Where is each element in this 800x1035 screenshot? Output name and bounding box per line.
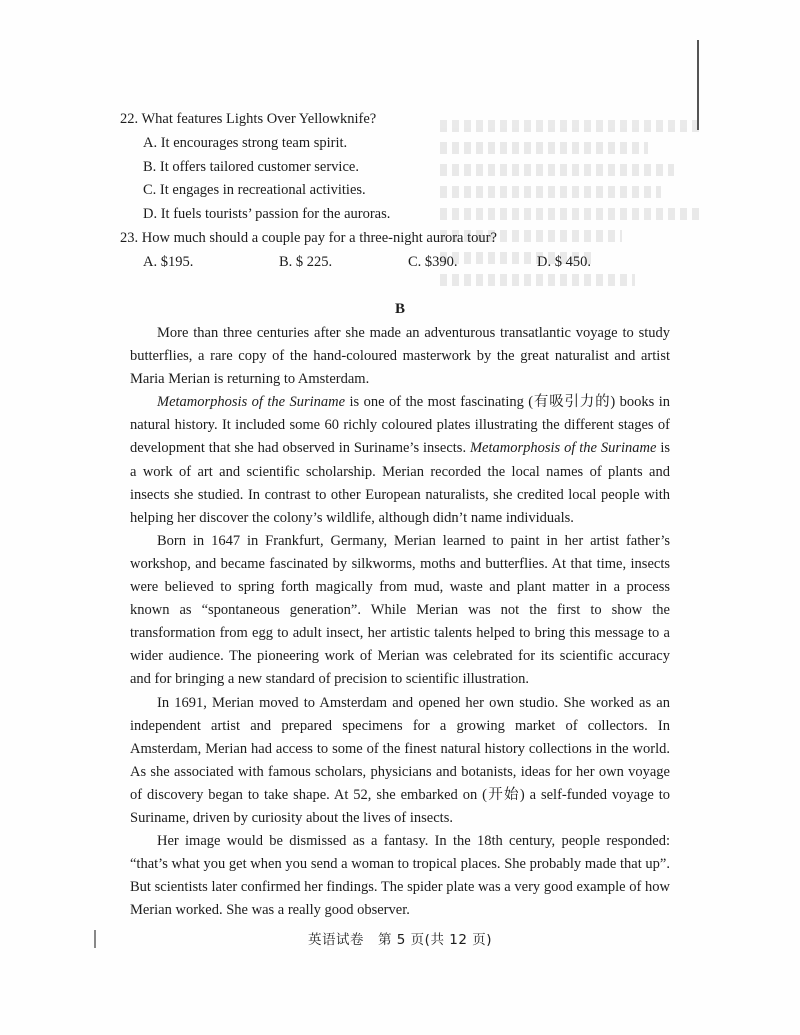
- question-22-option-b: B. It offers tailored customer service.: [143, 159, 359, 175]
- passage-paragraph-1: More than three centuries after she made an adventurous transatlantic voyage to study butterflies, a rare copy of the hand-coloured masterwork by the great naturalist and artist Maria Merian is returning to Amsterdam.: [130, 325, 670, 388]
- question-23-stem: 23. How much should a couple pay for a three-night aurora tour?: [120, 230, 497, 246]
- paragraph-text: is a work of art and scientific scholarship. Merian recorded the local names of plants and insects she studied. In contrast to other European naturalists, she credited local people with helping her discover the colony’s wildlife, although didn’t name individuals.: [130, 440, 670, 526]
- passage-paragraph-3: Born in 1647 in Frankfurt, Germany, Merian learned to paint in her artist father’s workshop, and became fascinated by silkworms, moths and butterflies. At that time, insects were believed to spring forth magically from mud, waste and plant matter in a process known as “spontaneous generation”. While Merian was not the first to show the transformation from egg to adult insect, her artistic talents helped to bring this message to a wider audience. The pioneering work of Merian was celebrated for its scientific accuracy and for bringing a new standard of precision to scientific illustration.: [130, 532, 670, 688]
- question-22-stem: 22. What features Lights Over Yellowknife?: [120, 111, 377, 127]
- reading-passage: [130, 322, 670, 922]
- book-title: Metamorphosis of the Suriname: [469, 440, 657, 457]
- reverse-side-show-through: [440, 110, 700, 330]
- question-23-option-d: D. $ 450.: [537, 254, 591, 270]
- section-heading: B: [394, 301, 405, 317]
- question-22-option-a: A. It encourages strong team spirit.: [143, 135, 348, 151]
- paragraph-text: is one of the most fascinating (有吸引力的) books in natural history. It included some 60 richly coloured plates illustrating the different stages of development that she had observed in Suriname’s insects.: [130, 394, 671, 457]
- passage-paragraph-2: [130, 391, 670, 530]
- question-22-option-c: C. It engages in recreational activities.: [143, 182, 366, 198]
- book-title: Metamorphosis of the Suriname: [157, 394, 346, 411]
- question-23-option-c: C. $390.: [408, 254, 458, 270]
- question-22-option-d: D. It fuels tourists’ passion for the auroras.: [143, 206, 391, 222]
- question-23-option-a: A. $195.: [143, 254, 194, 270]
- passage-paragraph-4: In 1691, Merian moved to Amsterdam and opened her own studio. She worked as an independent artist and prepared specimens for a growing market of collectors. In Amsterdam, Merian had access to some of the finest natural history collections in the world. As she associated with famous scholars, physicians and botanists, ideas for her own voyage of discovery began to take shape. At 52, she embarked on (开始) a self-funded voyage to Suriname, driven by curiosity about the lives of insects.: [130, 694, 670, 826]
- question-23-option-b: B. $ 225.: [279, 254, 333, 270]
- passage-paragraph-5: Her image would be dismissed as a fantasy. In the 18th century, people responded: “that’s what you get when you send a woman to tropical places. She probably made that up”. But scientists later confirmed her findings. The spider plate was a very good example of how Merian worked. She was a really good observer.: [130, 833, 670, 919]
- page-footer: 英语试卷 第 5 页(共 12 页): [308, 932, 492, 948]
- page-edge-line: [697, 40, 699, 130]
